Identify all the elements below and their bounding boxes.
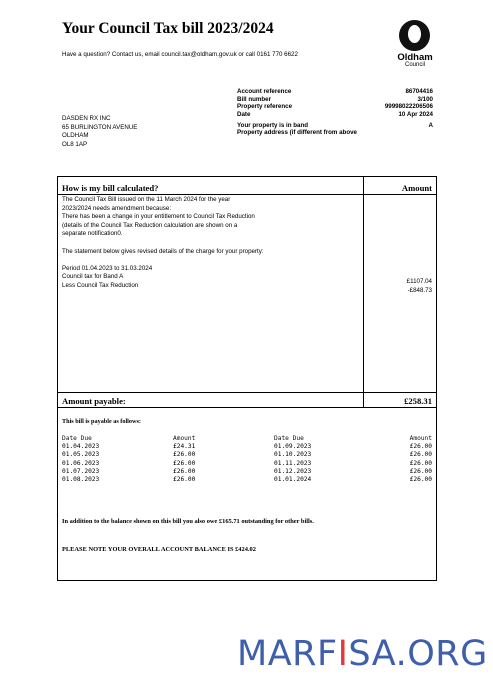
account-reference-label: Account reference — [237, 88, 292, 95]
band-label: Your property is in band — [237, 121, 309, 129]
calculation-line — [62, 239, 360, 248]
date-due-header: Date Due — [274, 435, 304, 442]
outstanding-balance-note: In addition to the balance shown on this bill you also owe £165.71 outstanding for other bills. — [62, 518, 314, 525]
header-divider — [58, 194, 436, 195]
amount-header: Amount — [409, 435, 432, 442]
amount-header: Amount — [173, 435, 196, 442]
schedule-title: This bill is payable as follows: — [62, 418, 141, 425]
address-line: OL8 1AP — [62, 140, 88, 148]
calculation-line: There has been a change in your entitlement to Council Tax Reduction — [62, 213, 255, 221]
calculation-line: The Council Tax Bill issued on the 11 March 2024 for the year — [62, 196, 231, 203]
overall-balance-note: PLEASE NOTE YOUR OVERALL ACCOUNT BALANCE IS £424.02 — [62, 546, 256, 553]
date-row — [237, 111, 433, 119]
due-date: 01.11.2023 — [274, 459, 312, 467]
due-amount: £26.00 — [409, 443, 432, 451]
due-amount: £24.31 — [173, 443, 196, 451]
due-date: 01.01.2024 — [274, 476, 312, 484]
calculation-text — [62, 196, 360, 291]
due-date: 01.07.2023 — [62, 467, 100, 475]
calculation-line: Less Council Tax Reduction — [62, 281, 139, 289]
schedule-left-dates — [62, 435, 99, 484]
band-value: A — [428, 121, 433, 129]
logo-mark-icon — [399, 20, 430, 51]
account-details — [237, 88, 433, 137]
address-line: 65 BURLINGTON AVENUE — [62, 123, 138, 131]
postal-address — [62, 115, 137, 149]
due-date: 01.10.2023 — [274, 451, 312, 459]
account-reference-row — [237, 88, 433, 96]
calculation-line: (details of the Council Tax Reduction calculation are shown on a — [62, 221, 238, 229]
due-date: 01.08.2023 — [62, 476, 100, 484]
bill-number-value: 3/100 — [417, 95, 433, 103]
amount-heading: Amount — [401, 183, 432, 193]
due-date: 01.04.2023 — [62, 443, 100, 451]
due-amount: £26.00 — [409, 451, 432, 459]
due-amount: £26.00 — [173, 451, 196, 459]
logo-name: Oldham — [397, 52, 433, 63]
due-date: 01.09.2023 — [274, 443, 312, 451]
due-amount: £26.00 — [173, 476, 196, 484]
calculation-line — [62, 256, 360, 265]
property-address-label: Property address (if different from above — [237, 129, 357, 137]
watermark-part: MARF — [237, 634, 338, 674]
payable-top-divider — [58, 392, 436, 393]
logo-sub: Council — [404, 62, 425, 68]
calculation-heading: How is my bill calculated? — [62, 183, 159, 193]
bill-title: Your Council Tax bill 2023/2024 — [62, 20, 274, 37]
amount-payable-value: £258.31 — [404, 396, 432, 406]
calculation-amounts — [364, 278, 432, 295]
band-row — [237, 122, 433, 130]
property-reference-row — [237, 103, 433, 111]
due-date: 01.06.2023 — [62, 459, 100, 467]
due-date: 01.05.2023 — [62, 451, 100, 459]
calculation-line: The statement below gives revised details of the charge for your property: — [62, 247, 264, 255]
property-reference-label: Property reference — [237, 103, 293, 111]
bill-calculation-box — [57, 176, 437, 581]
calculation-line: separate notification0. — [62, 230, 123, 238]
bill-number-label: Bill number — [237, 95, 272, 103]
due-amount: £26.00 — [409, 476, 432, 484]
watermark-part: SA.ORG — [348, 634, 488, 674]
calculation-line: Council tax for Band A — [62, 273, 124, 281]
due-amount: £26.00 — [173, 467, 196, 475]
contact-line: Have a question? Contact us, email council.tax@oldham.gov.uk or call 0161 770 6622 — [62, 51, 298, 58]
payable-bottom-divider — [58, 407, 436, 408]
watermark-part: I — [337, 634, 349, 674]
reduction-amount: -£848.73 — [407, 286, 432, 294]
calculation-line: 2023/2024 needs amendment because: — [62, 204, 172, 212]
due-date: 01.12.2023 — [274, 467, 312, 475]
account-reference-value: 86704416 — [405, 88, 433, 95]
date-label: Date — [237, 111, 251, 119]
schedule-right-dates — [274, 435, 311, 484]
due-amount: £26.00 — [409, 459, 432, 467]
due-amount: £26.00 — [173, 459, 196, 467]
address-line: OLDHAM — [62, 132, 89, 140]
schedule-right-amounts — [388, 435, 432, 484]
property-reference-value: 99998022206506 — [384, 103, 433, 111]
watermark — [237, 634, 488, 674]
date-value: 10 Apr 2024 — [398, 111, 433, 119]
address-line: DASDEN RX INC — [62, 115, 111, 122]
calculation-line: Period 01.04.2023 to 31.03.2024 — [62, 264, 153, 272]
property-address-row — [237, 129, 433, 137]
due-amount: £26.00 — [409, 467, 432, 475]
oldham-council-logo — [386, 20, 444, 70]
band-charge-amount: £1107.04 — [406, 278, 432, 285]
amount-payable-label: Amount payable: — [62, 396, 126, 406]
date-due-header: Date Due — [62, 435, 92, 442]
schedule-left-amounts — [173, 435, 195, 484]
bill-number-row — [237, 96, 433, 104]
